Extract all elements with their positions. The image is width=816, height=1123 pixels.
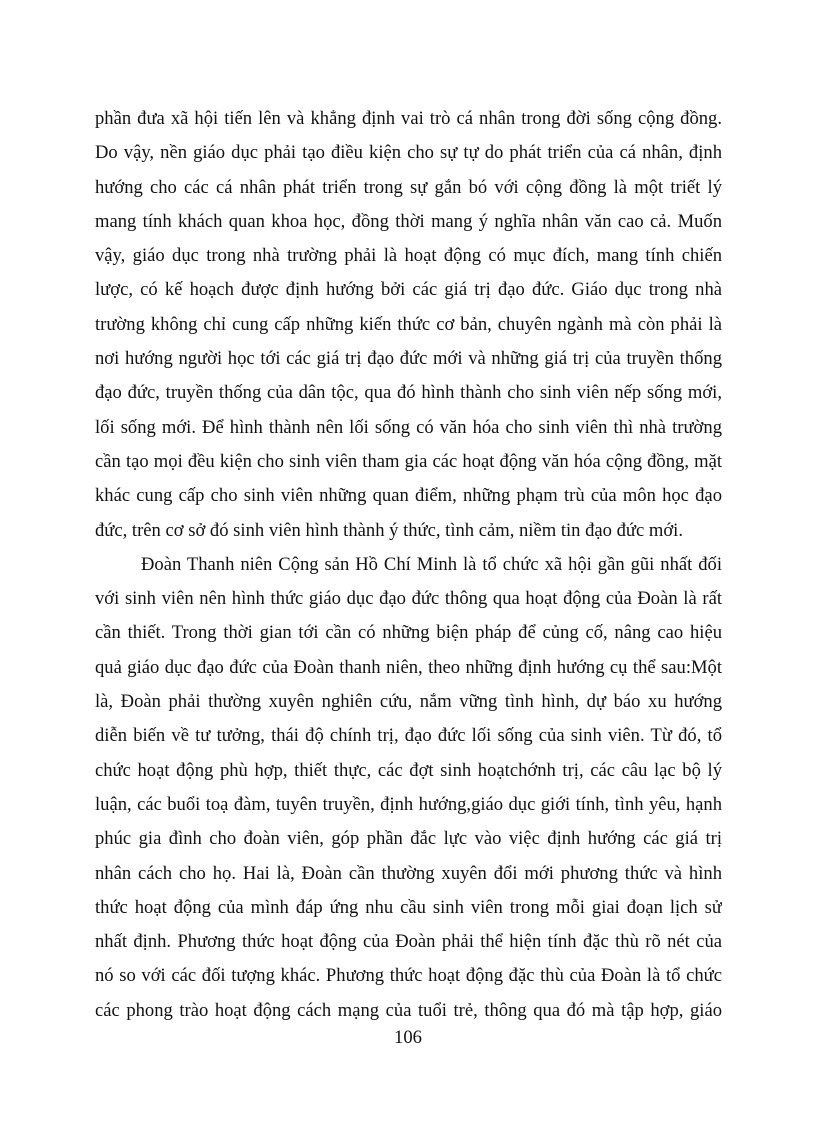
text-line: đức, trên cơ sở đó sinh viên hình thành ý thức, tình cảm, niềm tin đạo đức mới. [95, 519, 684, 541]
text-line: lối sống mới. Để hình thành nên lối sống có văn hóa cho sinh viên thì nhà trường [95, 416, 722, 438]
text-line: trường không chỉ cung cấp những kiến thức cơ bản, chuyên ngành mà còn phải là [95, 313, 722, 335]
text-line: chức hoạt động phù hợp, thiết thực, các đợt sinh hoạtchớnh trị, các câu lạc bộ lý [95, 759, 722, 781]
text-line: diễn biến về tư tưởng, thái độ chính trị, đạo đức lối sống của sinh viên. Từ đó, tổ [95, 725, 722, 747]
text-line: phúc gia đình cho đoàn viên, góp phần đắc lực vào việc định hướng các giá trị [95, 828, 722, 850]
text-line: nó so với các đối tượng khác. Phương thức hoạt động đặc thù của Đoàn là tổ chức [95, 965, 722, 987]
text-line: phần đưa xã hội tiến lên và khẳng định vai trò cá nhân trong đời sống cộng đồng. [95, 108, 722, 129]
text-line: nơi hướng người học tới các giá trị đạo đức mới và những giá trị của truyền thống [95, 348, 722, 370]
document-body [95, 102, 722, 1028]
text-line: khác cung cấp cho sinh viên những quan điểm, những phạm trù của môn học đạo [95, 485, 722, 507]
paragraph-2 [95, 548, 722, 1028]
text-line: luận, các buổi toạ đàm, tuyên truyền, định hướng,giáo dục giới tính, tình yêu, hạnh [95, 793, 722, 815]
text-line: nhân cách cho họ. Hai là, Đoàn cần thường xuyên đổi mới phương thức và hình [95, 862, 722, 884]
text-line: đạo đức, truyền thống của dân tộc, qua đó hình thành cho sinh viên nếp sống mới, [95, 382, 722, 404]
text-line: các phong trào hoạt động cách mạng của tuổi trẻ, thông qua đó mà tập hợp, giáo [95, 999, 722, 1021]
page-number: 106 [394, 1027, 422, 1048]
text-line: là, Đoàn phải thường xuyên nghiên cứu, nắm vững tình hình, dự báo xu hướng [95, 691, 722, 713]
text-line: mang tính khách quan khoa học, đồng thời mang ý nghĩa nhân văn cao cả. Muốn [95, 210, 722, 232]
text-line: lược, có kế hoạch được định hướng bởi các giá trị đạo đức. Giáo dục trong nhà [95, 279, 722, 301]
text-line: cần thiết. Trong thời gian tới cần có những biện pháp để củng cố, nâng cao hiệu [95, 622, 722, 644]
text-line: hướng cho các cá nhân phát triển trong sự gắn bó với cộng đồng là một triết lý [95, 176, 722, 198]
text-line: vậy, giáo dục trong nhà trường phải là hoạt động có mục đích, mang tính chiến [95, 245, 722, 267]
text-line: thức hoạt động của mình đáp ứng nhu cầu sinh viên trong mỗi giai đoạn lịch sử [95, 896, 722, 918]
paragraph-1 [95, 102, 722, 548]
text-line: quả giáo dục đạo đức của Đoàn thanh niên, theo những định hướng cụ thể sau:Một [95, 656, 722, 678]
text-line: nhất định. Phương thức hoạt động của Đoàn phải thể hiện tính đặc thù rõ nét của [95, 931, 722, 953]
text-line: với sinh viên nên hình thức giáo dục đạo đức thông qua hoạt động của Đoàn là rất [95, 588, 722, 610]
text-line: Do vậy, nền giáo dục phải tạo điều kiện cho sự tự do phát triển của cá nhân, định [95, 142, 722, 164]
text-line: Đoàn Thanh niên Cộng sản Hồ Chí Minh là tổ chức xã hội gần gũi nhất đối [141, 553, 722, 575]
text-line: cần tạo mọi đều kiện cho sinh viên tham gia các hoạt động văn hóa cộng đồng, mặt [95, 450, 722, 472]
